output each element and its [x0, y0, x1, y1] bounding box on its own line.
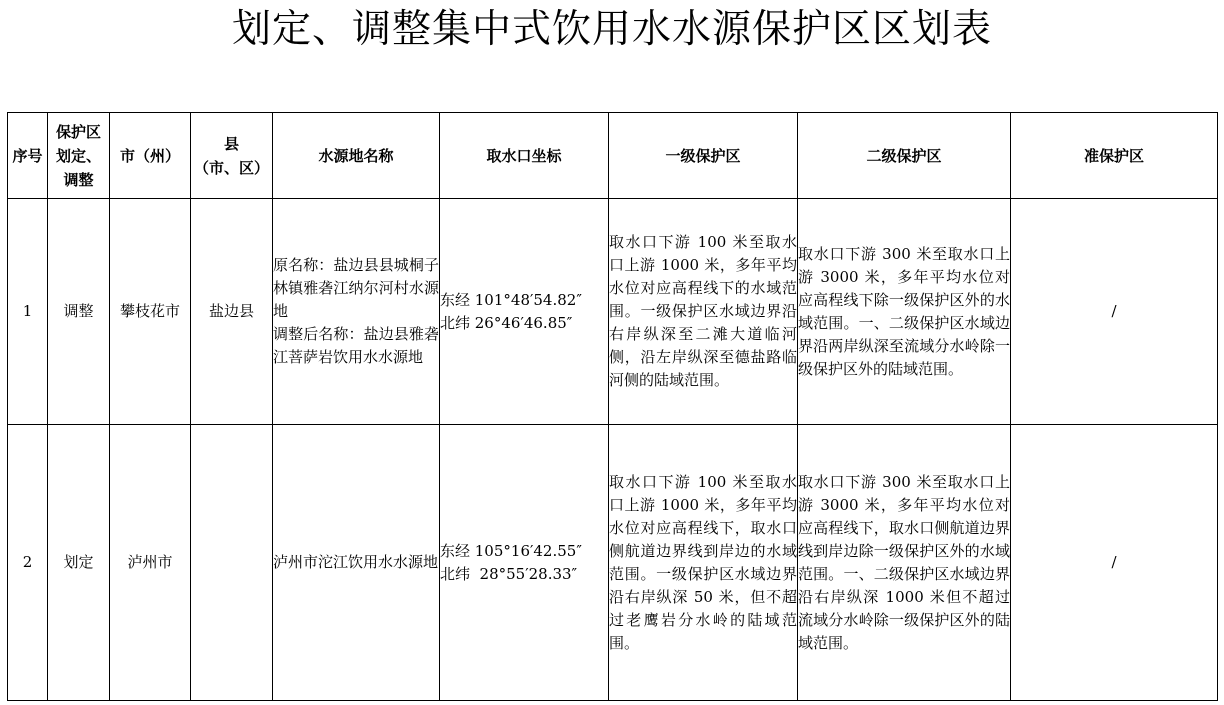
table-row [8, 425, 1218, 701]
header-action-line-1: 保护区 [55, 122, 101, 141]
coord-east: 东经 105°16′42.55″ [440, 541, 582, 560]
protection-zone-table [7, 112, 1218, 701]
header-action [48, 113, 110, 199]
header-action-line-3: 调整 [63, 170, 94, 189]
header-county-line-2: （市、区） [193, 158, 269, 177]
header-city: 市（州） [110, 113, 191, 199]
page-title: 划定、调整集中式饮用水水源保护区区划表 [231, 7, 992, 52]
cell-level2: 取水口下游 300 米至取水口上游 3000 米，多年平均水位对应高程线下除一级保护区外的水域范围。一、二级保护区水域边界沿两岸纵深至流域分水岭除一级保护区外的陆域范围。 [798, 199, 1011, 425]
header-action-line-2: 划定、 [55, 146, 101, 165]
cell-coordinates [440, 425, 609, 701]
cell-action: 划定 [48, 425, 110, 701]
coord-north: 北纬 26°46′46.85″ [440, 313, 573, 332]
coord-north: 北纬 28°55′28.33″ [440, 564, 578, 583]
cell-level1: 取水口下游 100 米至取水口上游 1000 米，多年平均水位对应高程线下，取水口侧航道边界线到岸边的水域范围。一级保护区水域边界沿右岸纵深 50 米，但不超过老鹰岩分水岭的陆域范围。 [609, 425, 798, 701]
cell-city: 攀枝花市 [110, 199, 191, 425]
cell-source-name [273, 199, 440, 425]
source-name-text: 原名称：盐边县县城桐子林镇雅砻江纳尔河村水源地 调整后名称：盐边县雅砻江菩萨岩饮用水水源地 [273, 256, 439, 366]
table-row [8, 199, 1218, 425]
header-county [191, 113, 273, 199]
cell-city: 泸州市 [110, 425, 191, 701]
header-level2: 二级保护区 [798, 113, 1011, 199]
header-source-name: 水源地名称 [273, 113, 440, 199]
coord-east: 东经 101°48′54.82″ [440, 290, 582, 309]
cell-quasi: / [1011, 199, 1218, 425]
header-quasi: 准保护区 [1011, 113, 1218, 199]
cell-county: 盐边县 [191, 199, 273, 425]
cell-level1: 取水口下游 100 米至取水口上游 1000 米，多年平均水位对应高程线下的水域范围。一级保护区水域边界沿右岸纵深至二滩大道临河侧，沿左岸纵深至德盐路临河侧的陆域范围。 [609, 199, 798, 425]
table-header-row [8, 113, 1218, 199]
cell-seq: 2 [8, 425, 48, 701]
cell-level2: 取水口下游 300 米至取水口上游 3000 米，多年平均水位对应高程线下，取水口侧航道边界线到岸边除一级保护区外的水域范围。一、二级保护区水域边界沿右岸纵深 1000 米但不超过流域分水岭除一级保护区外的陆域范围。 [798, 425, 1011, 701]
cell-seq: 1 [8, 199, 48, 425]
header-coordinates: 取水口坐标 [440, 113, 609, 199]
cell-coordinates [440, 199, 609, 425]
cell-quasi: / [1011, 425, 1218, 701]
header-county-line-1: 县 [223, 134, 239, 153]
cell-county [191, 425, 273, 701]
header-seq: 序号 [8, 113, 48, 199]
cell-action: 调整 [48, 199, 110, 425]
header-level1: 一级保护区 [609, 113, 798, 199]
cell-source-name: 泸州市沱江饮用水水源地 [273, 425, 440, 701]
